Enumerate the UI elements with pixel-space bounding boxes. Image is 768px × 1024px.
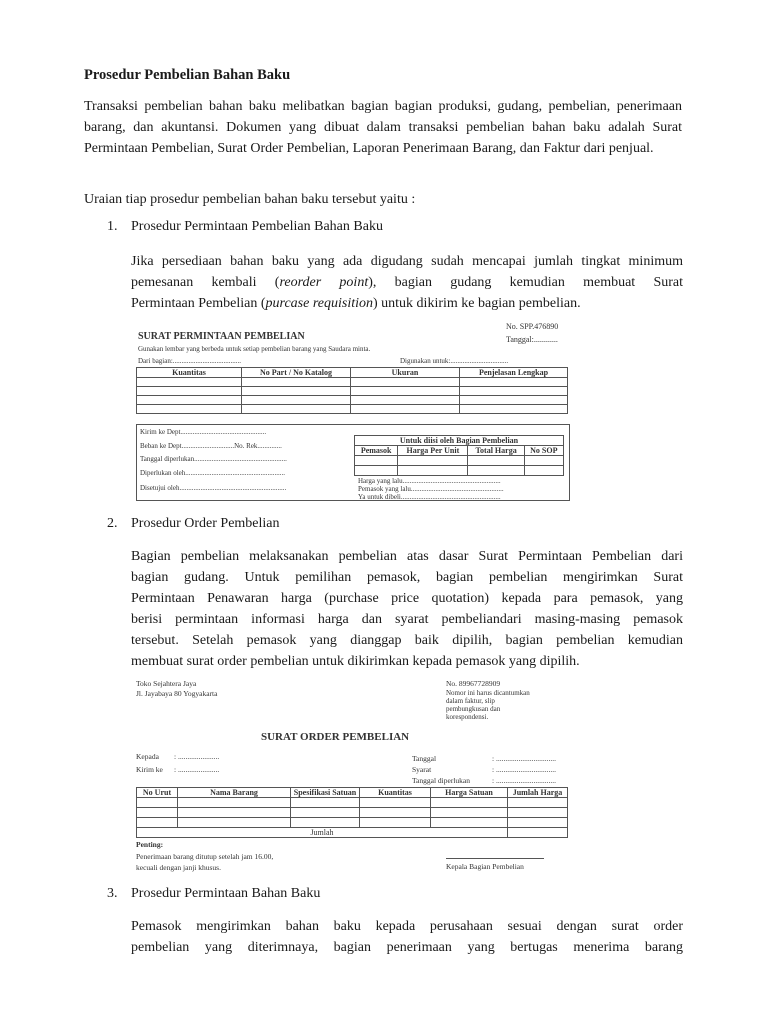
signature-line [446, 858, 544, 859]
uraian-paragraph: Uraian tiap prosedur pembelian bahan baku tersebut yaitu : [84, 192, 416, 207]
company-address: Jl. Jayabaya 80 Yogyakarta [136, 689, 218, 698]
text-line: Pemasok mengirimkan bahan baku kepada perusahaan sesuai dengan surat order [131, 919, 683, 934]
text-line: membuat surat order pembelian untuk dikirimkan kepada pemasok yang dipilih. [131, 654, 580, 669]
form-instruction: Gunakan lembar yang berbeda untuk setiap pembelian barang yang Saudara minta. [138, 345, 371, 353]
form-date: Tanggal:............ [506, 335, 558, 344]
surat-permintaan-pembelian-form [130, 316, 574, 502]
tanggal-label: Tanggal [412, 754, 437, 763]
penting-line: Penerimaan barang ditutup setelah jam 16.00, [136, 852, 274, 861]
form-title: SURAT ORDER PEMBELIAN [261, 731, 410, 743]
item-2-body [131, 546, 683, 672]
note-line: korespondensi. [446, 713, 489, 721]
beban-ke-dept: Beban ke Dept..............................No. Rek.............. [140, 442, 282, 450]
list-number: 1. [107, 219, 118, 234]
list-number: 2. [107, 516, 118, 531]
tanggal-diperlukan: Tanggal diperlukan..................................................... [140, 455, 287, 463]
text-line: pembelian yang diterimnaya, bagian penerimaan yang bertugas menerima barang [131, 940, 683, 955]
kepada-label: Kepada [136, 752, 159, 761]
harga-lalu: Harga yang lalu........................................................ [358, 477, 501, 485]
note-line: dalam faktur, slip [446, 697, 495, 705]
penting-line: kecuali dengan janji khusus. [136, 863, 221, 872]
item-3-body [131, 916, 683, 958]
list-heading: Prosedur Order Pembelian [131, 516, 280, 531]
order-table: No Urut Nama Barang Spesifikasi Satuan Kuantitas Harga Satuan Jumlah Harga Jumlah [136, 787, 568, 838]
text-line: Permintaan Penawaran harga (purchase price quotation) kepada para pemasok, yang [131, 591, 683, 606]
intro-paragraph: Transaksi pembelian bahan baku melibatkan bagian bagian produksi, gudang, pembelian, penerimaan barang, dan akuntansi. Dokumen yang dibuat dalam transaksi pembelian bahan baku adalah Surat Permintaan Pembelian, Surat Order Pembelian, Laporan Penerimaan Barang, dan Faktur dari penjual. [84, 99, 682, 156]
text-line: tersebut. Setelah pemasok yang dianggap baik dipilih, bagian pembelian kemudian [131, 633, 683, 648]
kepala-bagian: Kepala Bagian Pembelian [446, 862, 524, 871]
penting-label: Penting: [136, 840, 164, 849]
tanggal-diperlukan-label: Tanggal diperlukan [412, 776, 470, 785]
item-1-body [131, 251, 683, 314]
request-table: Kuantitas No Part / No Katalog Ukuran Penjelasan Lengkap [136, 367, 568, 414]
disetujui-oleh: Disetujui oleh............................................................. [140, 484, 287, 492]
dari-bagian: Dari bagian:....................................... [138, 357, 242, 365]
tanggal-value: : ................................ [492, 754, 556, 763]
kepada-value: : ...................... [174, 752, 220, 761]
diperlukan-oleh: Diperlukan oleh......................................................... [140, 469, 286, 477]
syarat-label: Syarat [412, 765, 432, 774]
form-title: SURAT PERMINTAAN PEMBELIAN [138, 331, 305, 342]
list-heading: Prosedur Permintaan Pembelian Bahan Baku [131, 219, 383, 234]
surat-order-pembelian-form [130, 674, 570, 874]
kirim-label: Kirim ke [136, 765, 163, 774]
text-line: berisi permintaan informasi harga dan syarat pembeliandari masing-masing pemasok [131, 612, 683, 627]
order-number: No. 89967728909 [446, 679, 501, 688]
text-line: Jika persediaan bahan baku yang ada digudang sudah mencapai jumlah tingkat minimum [131, 254, 683, 269]
form-number: No. SPP.476890 [506, 322, 559, 331]
ya-dibeli: Ya untuk dibeli......................................................... [358, 493, 501, 501]
company-name: Toko Sejahtera Jaya [136, 679, 197, 688]
list-heading: Prosedur Permintaan Bahan Baku [131, 886, 321, 901]
purchasing-box: Untuk diisi oleh Bagian Pembelian Pemasok Harga Per Unit Total Harga No SOP [354, 435, 564, 476]
text-line: pemesanan kembali (reorder point), bagian gudang kemudian membuat Surat [131, 275, 683, 290]
note-line: pembungkusan dan [446, 705, 501, 713]
note-line: Nomor ini harus dicantumkan [446, 689, 530, 697]
kirim-value: : ...................... [174, 765, 220, 774]
digunakan-untuk: Digunakan untuk:................................. [400, 357, 509, 365]
text-line: Bagian pembelian melaksanakan pembelian atas dasar Surat Permintaan Pembelian dari [131, 549, 683, 564]
list-number: 3. [107, 886, 118, 901]
text-line: Permintaan Pembelian (purcase requisition) untuk dikirim ke bagian pembelian. [131, 296, 581, 311]
text-line: bagian gudang. Untuk pemilihan pemasok, bagian pembelian mengirimkan Surat [131, 570, 683, 585]
pemasok-lalu: Pemasok yang lalu..................................................... [358, 485, 504, 493]
kirim-ke-dept: Kirim ke Dept................................................. [140, 428, 267, 436]
document-title: Prosedur Pembelian Bahan Baku [84, 67, 291, 83]
syarat-value: : ................................ [492, 765, 556, 774]
tanggal-diperlukan-value: : ................................ [492, 776, 556, 785]
